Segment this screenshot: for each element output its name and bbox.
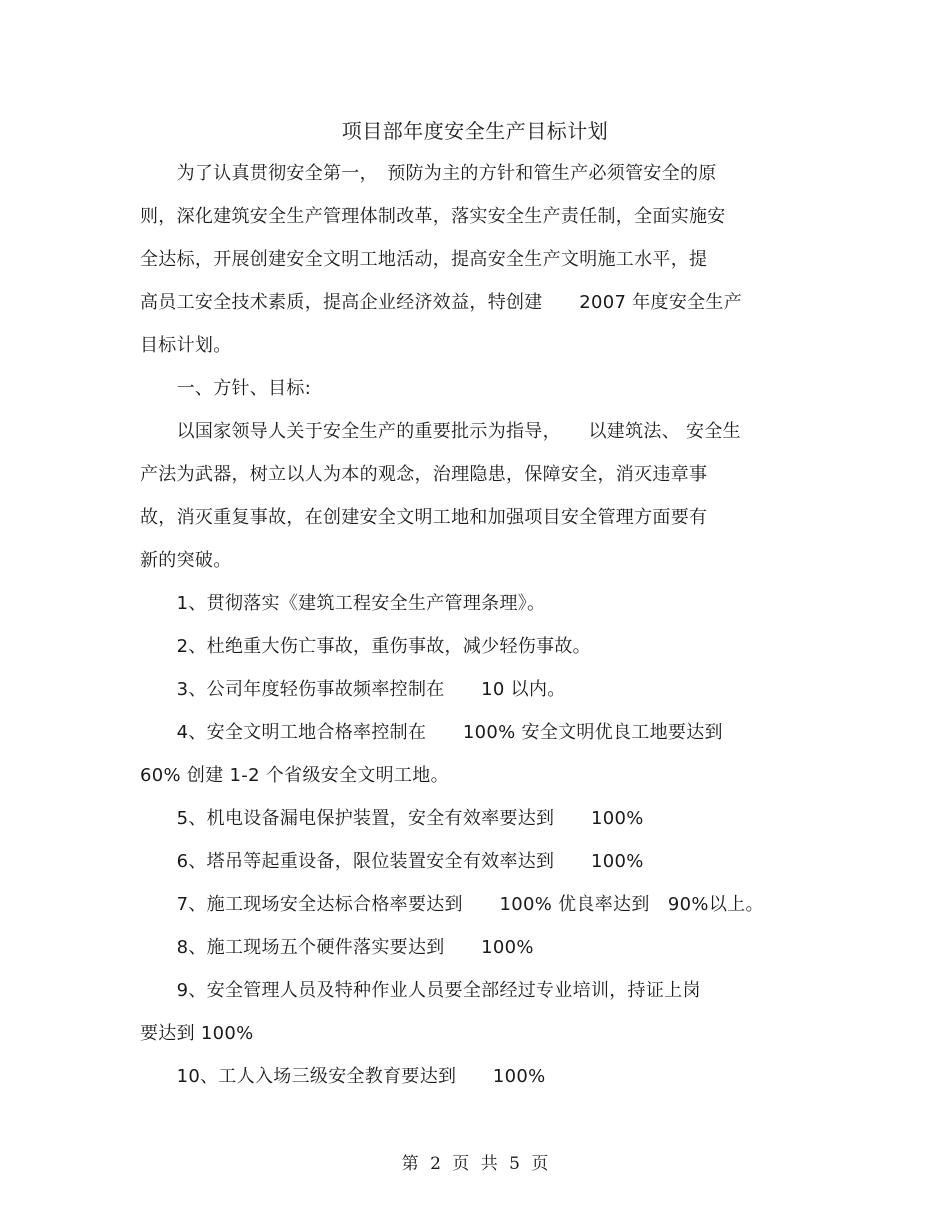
body-line: 产法为武器，树立以人为本的观念，治理隐患，保障安全，消灭违章事: [140, 464, 708, 485]
section-heading: 一、方针、目标:: [140, 378, 312, 399]
page-number-footer: 第 2 页 共 5 页: [401, 1154, 549, 1174]
list-item: 3、公司年度轻伤事故频率控制在 10 以内。: [140, 679, 566, 700]
body-line: 新的突破。: [140, 550, 232, 571]
list-item: 4、安全文明工地合格率控制在 100% 安全文明优良工地要达到: [140, 722, 723, 743]
document-title: 项目部年度安全生产目标计划: [341, 119, 609, 143]
body-line: 目标计划。: [140, 335, 232, 356]
list-item: 2、杜绝重大伤亡事故，重伤事故，减少轻伤事故。: [140, 636, 591, 657]
list-item: 9、安全管理人员及特种作业人员要全部经过专业培训，持证上岗: [140, 980, 701, 1001]
list-item: 1、贯彻落实《建筑工程安全生产管理条理》。: [140, 593, 546, 614]
list-item-continuation: 60% 创建 1-2 个省级安全文明工地。: [140, 765, 449, 786]
list-item-continuation: 要达到 100%: [140, 1023, 254, 1044]
list-item: 10、工人入场三级安全教育要达到 100%: [140, 1066, 546, 1087]
list-item: 8、施工现场五个硬件落实要达到 100%: [140, 937, 534, 958]
body-line: 全达标，开展创建安全文明工地活动，提高安全生产文明施工水平，提: [140, 249, 708, 270]
body-line: 为了认真贯彻安全第一， 预防为主的方针和管生产必须管安全的原: [140, 163, 717, 184]
list-item: 6、塔吊等起重设备，限位装置安全有效率达到 100%: [140, 851, 644, 872]
body-line: 以国家领导人关于安全生产的重要批示为指导， 以建筑法、 安全生: [140, 421, 741, 442]
list-item: 5、机电设备漏电保护装置，安全有效率要达到 100%: [140, 808, 644, 829]
list-item: 7、施工现场安全达标合格率要达到 100% 优良率达到 90%以上。: [140, 894, 764, 915]
body-line: 故，消灭重复事故，在创建安全文明工地和加强项目安全管理方面要有: [140, 507, 708, 528]
body-line: 则，深化建筑安全生产管理体制改革，落实安全生产责任制，全面实施安: [140, 206, 726, 227]
body-line: 高员工安全技术素质，提高企业经济效益，特创建 2007 年度安全生产: [140, 292, 743, 313]
